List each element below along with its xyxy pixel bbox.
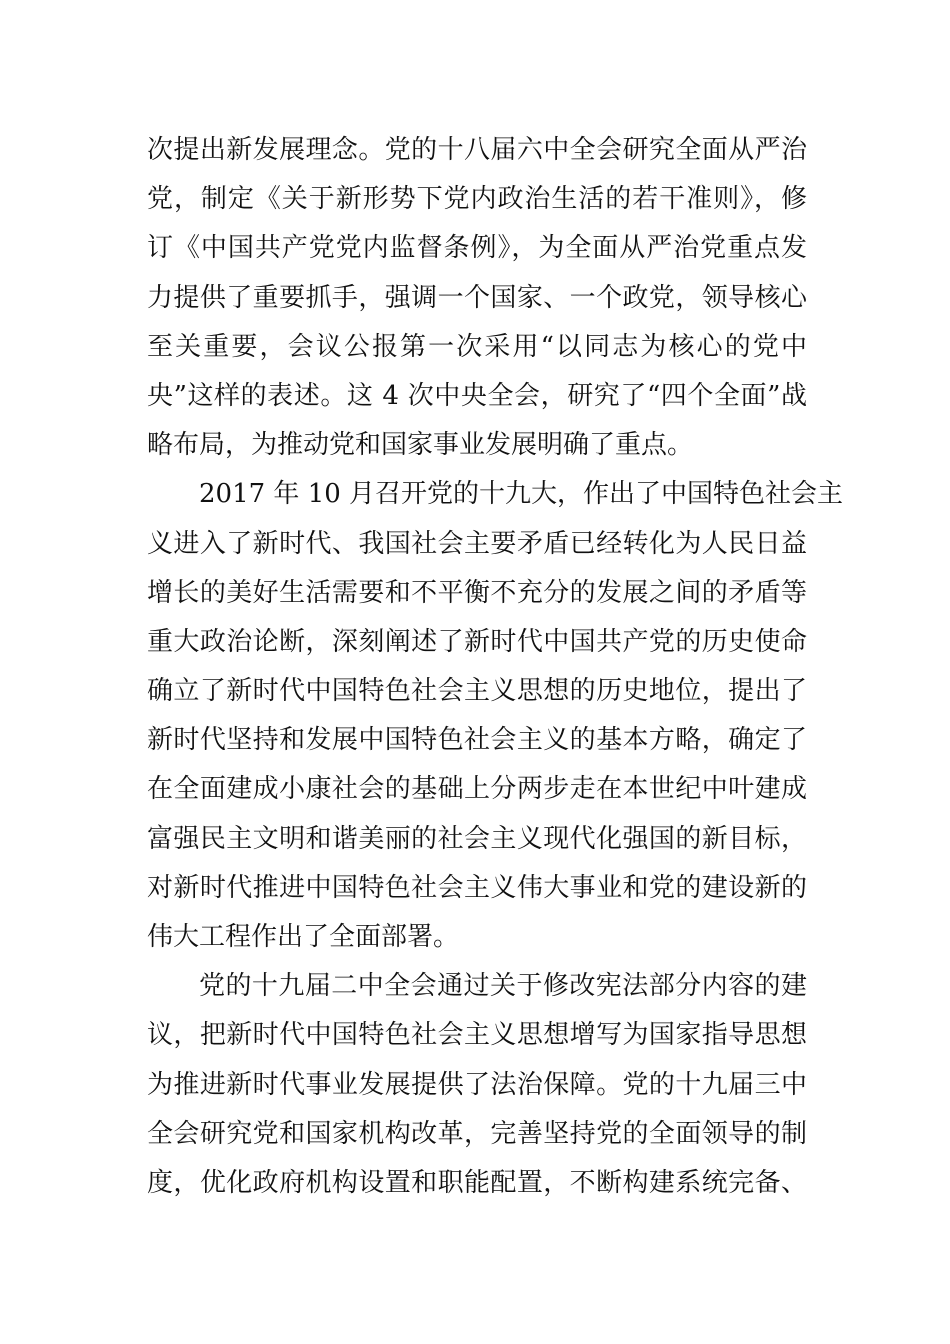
text-line: 对新时代推进中国特色社会主义伟大事业和党的建设新的 [147, 872, 807, 903]
text-line: 次提出新发展理念。党的十八届六中全会研究全面从严治 [147, 135, 807, 165]
text-line: 义进入了新时代、我国社会主要矛盾已经转化为人民日益 [147, 528, 807, 559]
text-line: 新时代坚持和发展中国特色社会主义的基本方略，确定了 [147, 725, 807, 756]
text-line: 在全面建成小康社会的基础上分两步走在本世纪中叶建成 [147, 774, 807, 805]
paragraph-3 [147, 962, 807, 1208]
text-line: 力提供了重要抓手，强调一个国家、一个政党，领导核心 [147, 282, 807, 313]
text-line: 央”这样的表述。这 4 次中央全会，研究了“四个全面”战 [147, 380, 807, 411]
text-line: 富强民主文明和谐美丽的社会主义现代化强国的新目标， [147, 823, 807, 854]
text-line: 议，把新时代中国特色社会主义思想增写为国家指导思想 [147, 1020, 807, 1051]
text-line: 伟大工程作出了全面部署。 [147, 922, 460, 952]
text-line: 增长的美好生活需要和不平衡不充分的发展之间的矛盾等 [147, 577, 807, 608]
text-line: 略布局，为推动党和国家事业发展明确了重点。 [147, 430, 694, 461]
text-line: 确立了新时代中国特色社会主义思想的历史地位，提出了 [147, 676, 807, 707]
text-line: 党的十九届二中全会通过关于修改宪法部分内容的建 [199, 971, 807, 1002]
text-line: 2017 年 10 月召开党的十九大，作出了中国特色社会主 [199, 479, 844, 510]
text-line: 度，优化政府机构设置和职能配置，不断构建系统完备、 [147, 1167, 807, 1198]
text-line: 重大政治论断，深刻阐述了新时代中国共产党的历史使命 [147, 626, 807, 657]
paragraph-2 [147, 470, 844, 962]
text-line: 党，制定《关于新形势下党内政治生活的若干准则》，修 [147, 184, 807, 215]
document-body [147, 126, 844, 1208]
paragraph-1 [147, 126, 807, 470]
text-line: 全会研究党和国家机构改革，完善坚持党的全面领导的制 [147, 1118, 807, 1149]
text-line: 为推进新时代事业发展提供了法治保障。党的十九届三中 [147, 1069, 807, 1100]
text-line: 至关重要，会议公报第一次采用“以同志为核心的党中 [147, 331, 807, 362]
text-line: 订《中国共产党党内监督条例》，为全面从严治党重点发 [147, 233, 807, 264]
